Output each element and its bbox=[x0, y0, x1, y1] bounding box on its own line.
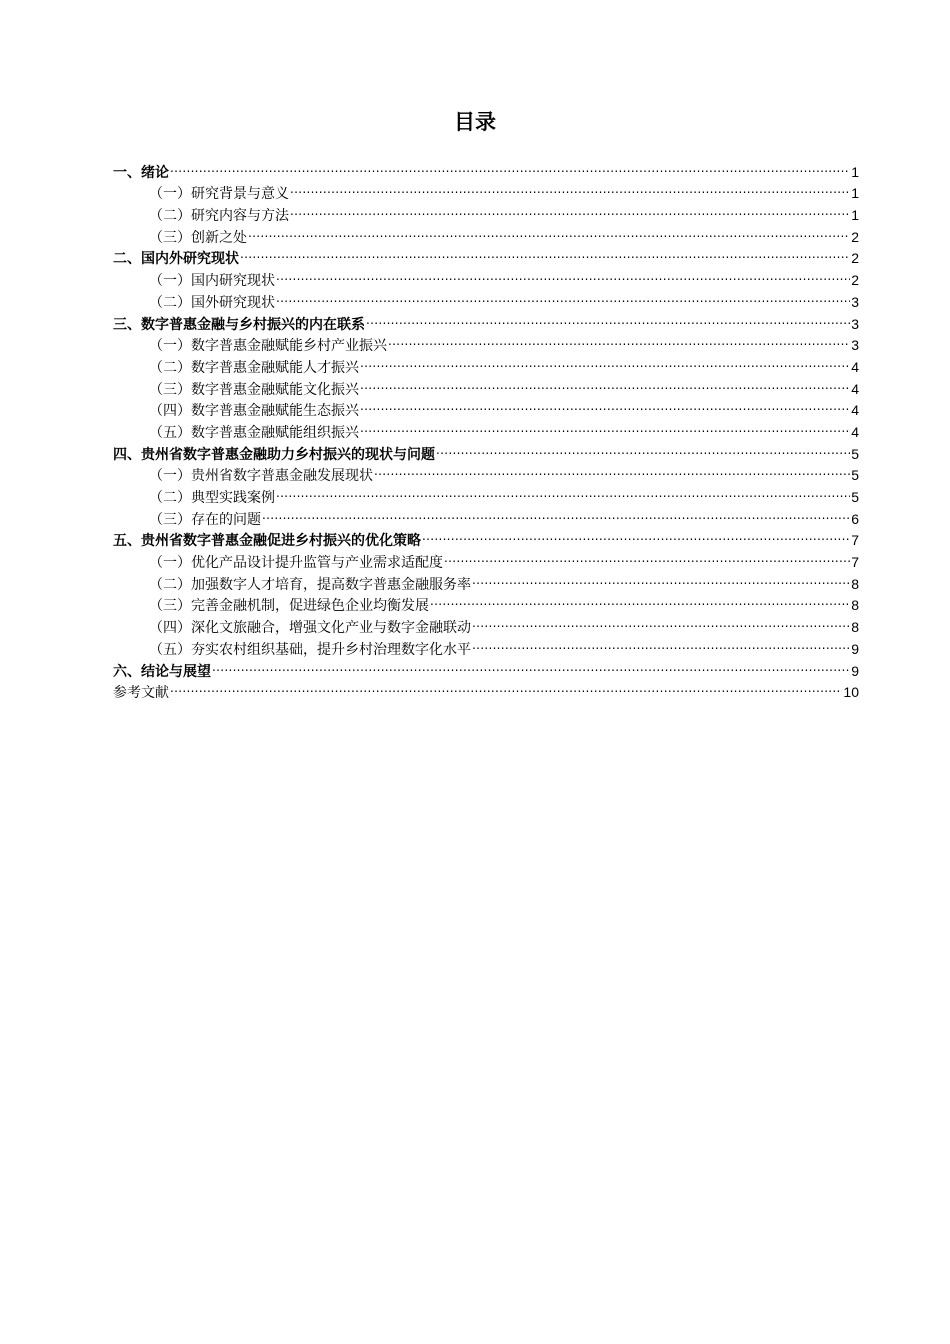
toc-entry-title: 参考文献 bbox=[113, 685, 169, 702]
toc-entry-page-number: 3 bbox=[851, 293, 859, 310]
toc-entry-title: （一）数字普惠金融赋能乡村产业振兴 bbox=[149, 338, 387, 355]
toc-entry-title: （五）夯实农村组织基础，提升乡村治理数字化水平 bbox=[149, 641, 471, 658]
dot-leader bbox=[444, 545, 850, 567]
toc-entry-page-number: 4 bbox=[851, 358, 859, 375]
toc-entry[interactable] bbox=[113, 155, 859, 181]
dot-leader bbox=[436, 437, 850, 459]
toc-entry-title: （二）数字普惠金融赋能人才振兴 bbox=[149, 359, 359, 376]
toc-entry-page-number: 4 bbox=[851, 380, 859, 397]
toc-entry-title: （三）存在的问题 bbox=[149, 511, 261, 528]
toc-entry-title: 三、数字普惠金融与乡村振兴的内在联系 bbox=[113, 316, 365, 333]
dot-leader bbox=[360, 415, 850, 437]
dot-leader bbox=[472, 610, 850, 632]
toc-entry-title: （三）创新之处 bbox=[149, 229, 247, 246]
toc-entry-title: （二）国外研究现状 bbox=[149, 294, 275, 311]
toc-entry-title: （一）优化产品设计提升监管与产业需求适配度 bbox=[149, 555, 443, 572]
toc-entry-page-number: 5 bbox=[851, 467, 859, 484]
toc-entry-page-number: 2 bbox=[851, 228, 859, 245]
toc-entry-title: 四、贵州省数字普惠金融助力乡村振兴的现状与问题 bbox=[113, 446, 435, 463]
toc-entry[interactable] bbox=[113, 177, 859, 203]
toc-entry-page-number: 1 bbox=[851, 163, 859, 180]
toc-entry-title: （二）加强数字人才培育，提高数字普惠金融服务率 bbox=[149, 576, 471, 593]
toc-entry-page-number: 5 bbox=[851, 445, 859, 462]
dot-leader bbox=[388, 329, 850, 351]
toc-entry-title: 二、国内外研究现状 bbox=[113, 251, 239, 268]
toc-entry-page-number: 3 bbox=[851, 315, 859, 332]
toc-entry-page-number: 7 bbox=[851, 554, 859, 571]
dot-leader bbox=[360, 350, 850, 372]
dot-leader bbox=[374, 459, 850, 481]
toc-entry-page-number: 1 bbox=[851, 207, 859, 224]
dot-leader bbox=[290, 198, 850, 220]
toc-entry-title: （四）数字普惠金融赋能生态振兴 bbox=[149, 403, 359, 420]
toc-entry-page-number: 2 bbox=[851, 250, 859, 267]
toc-title: 目录 bbox=[454, 110, 496, 134]
toc-entry-title: 六、结论与展望 bbox=[113, 663, 211, 680]
toc-entry-page-number: 8 bbox=[851, 575, 859, 592]
dot-leader bbox=[240, 242, 850, 264]
toc-entry-title: （四）深化文旅融合，增强文化产业与数字金融联动 bbox=[149, 620, 471, 637]
toc-entry-page-number: 3 bbox=[851, 337, 859, 354]
dot-leader bbox=[276, 285, 850, 307]
toc-entry-title: （一）国内研究现状 bbox=[149, 273, 275, 290]
dot-leader bbox=[262, 502, 850, 524]
dot-leader bbox=[212, 654, 850, 676]
toc-entry-page-number: 2 bbox=[851, 272, 859, 289]
toc-entry-title: （二）典型实践案例 bbox=[149, 490, 275, 506]
dot-leader bbox=[290, 177, 850, 199]
toc-entry-page-number: 6 bbox=[851, 510, 859, 527]
toc-entry-page-number: 9 bbox=[851, 662, 859, 679]
toc-entry-title: （一）研究背景与意义 bbox=[149, 186, 289, 203]
toc-list bbox=[113, 155, 859, 702]
toc-entry-page-number: 8 bbox=[851, 619, 859, 636]
dot-leader bbox=[366, 307, 850, 329]
dot-leader bbox=[248, 220, 850, 242]
dot-leader bbox=[472, 567, 850, 589]
toc-entry-page-number: 7 bbox=[851, 532, 859, 549]
toc-entry-page-number: 8 bbox=[851, 597, 859, 614]
dot-leader bbox=[360, 394, 850, 416]
dot-leader bbox=[276, 480, 850, 502]
toc-entry-page-number: 5 bbox=[851, 489, 859, 505]
dot-leader bbox=[430, 589, 850, 611]
toc-entry-title: （三）完善金融机制，促进绿色企业均衡发展 bbox=[149, 598, 429, 615]
dot-leader bbox=[170, 155, 850, 177]
toc-entry-title: （二）研究内容与方法 bbox=[149, 208, 289, 225]
toc-entry-page-number: 9 bbox=[851, 640, 859, 657]
toc-entry-page-number: 4 bbox=[851, 423, 859, 440]
dot-leader bbox=[360, 372, 850, 394]
toc-entry-title: （三）数字普惠金融赋能文化振兴 bbox=[149, 381, 359, 398]
toc-entry-page-number: 4 bbox=[851, 402, 859, 419]
toc-entry-title: 五、贵州省数字普惠金融促进乡村振兴的优化策略 bbox=[113, 533, 421, 550]
toc-entry-page-number: 1 bbox=[851, 185, 859, 202]
toc-entry-page-number: 10 bbox=[843, 684, 859, 701]
toc-entry[interactable] bbox=[113, 676, 859, 702]
dot-leader bbox=[276, 263, 850, 285]
toc-entry-title: （五）数字普惠金融赋能组织振兴 bbox=[149, 424, 359, 441]
toc-entry-title: （一）贵州省数字普惠金融发展现状 bbox=[149, 468, 373, 485]
dot-leader bbox=[422, 524, 850, 546]
toc-entry[interactable] bbox=[113, 654, 859, 680]
dot-leader bbox=[170, 676, 842, 698]
dot-leader bbox=[472, 632, 850, 654]
toc-entry-title: 一、绪论 bbox=[113, 164, 169, 181]
